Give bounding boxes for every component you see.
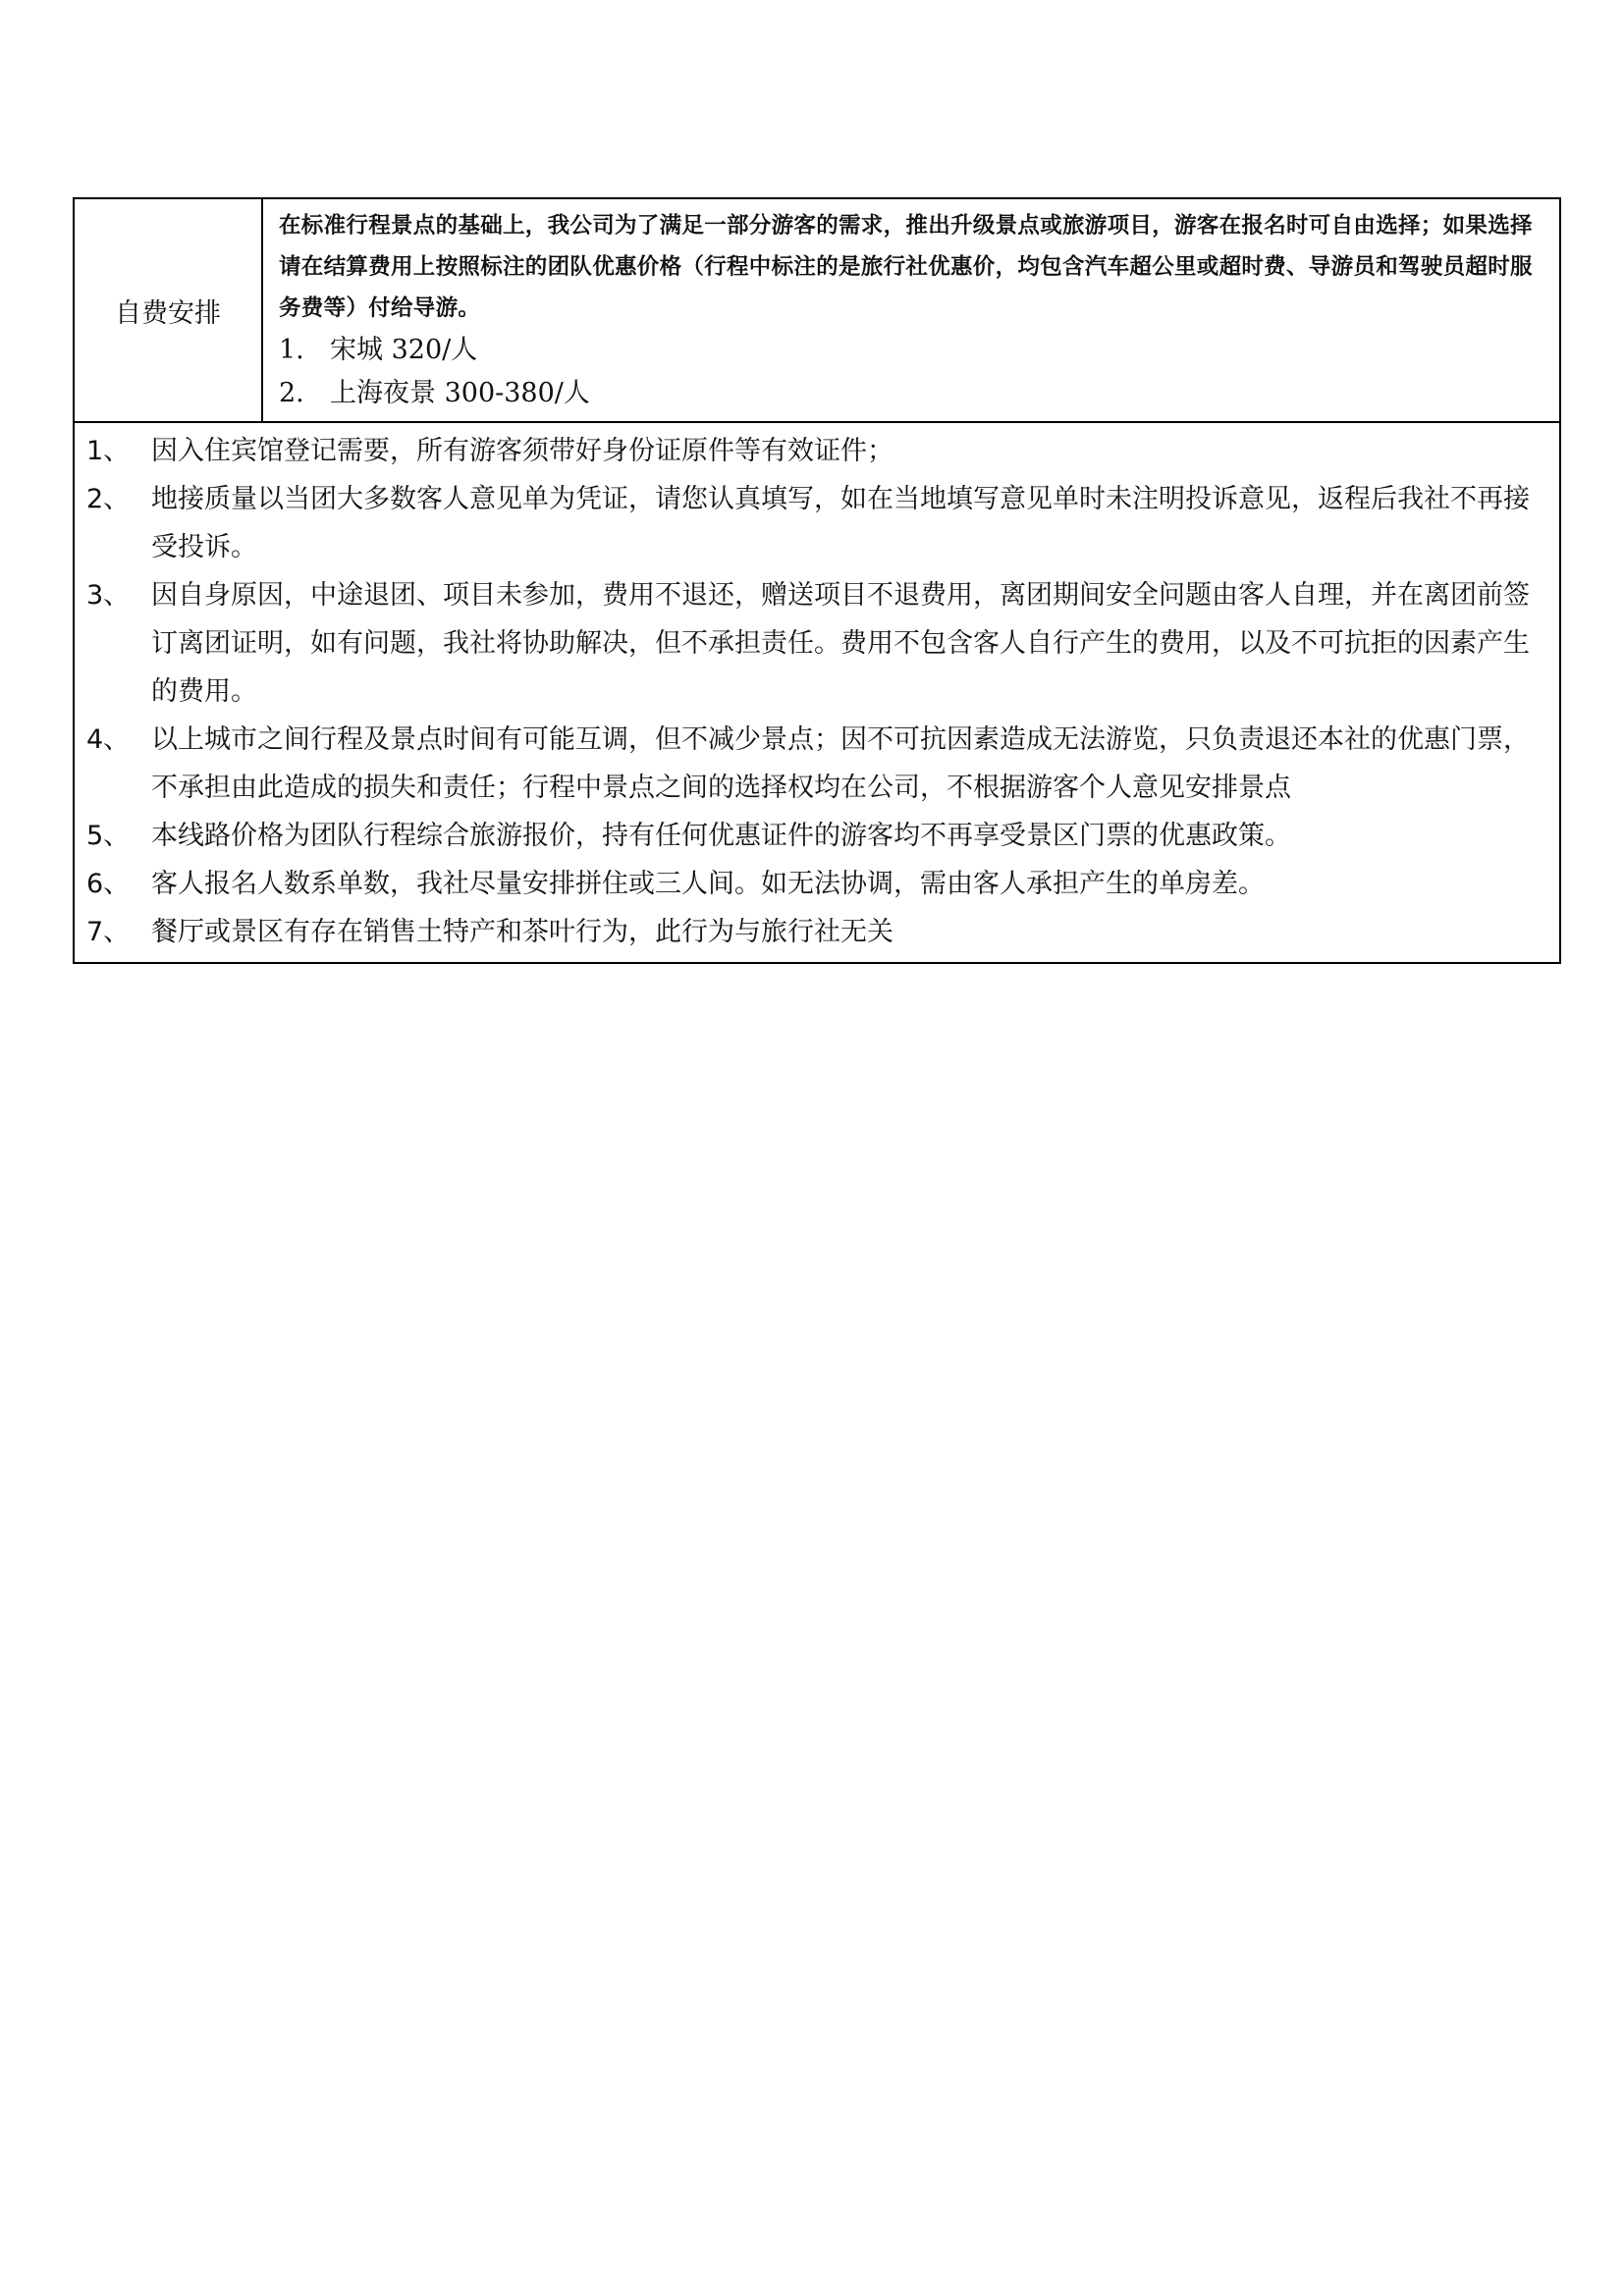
note-text: 客人报名人数系单数，我社尽量安排拼住或三人间。如无法协调，需由客人承担产生的单房差。 [151, 869, 1265, 899]
note-item [86, 908, 1547, 956]
note-number: 1、 [86, 436, 131, 466]
note-text: 本线路价格为团队行程综合旅游报价，持有任何优惠证件的游客均不再享受景区门票的优惠政策。 [151, 821, 1291, 851]
note-item [86, 475, 1547, 571]
item-text: 宋城 320/人 [330, 335, 478, 365]
self-pay-row [74, 198, 1560, 422]
note-number: 6、 [86, 869, 131, 899]
note-number: 4、 [86, 724, 131, 755]
note-text: 以上城市之间行程及景点时间有可能互调，但不减少景点；因不可抗因素造成无法游览，只负责退还本社的优惠门票，不承担由此造成的损失和责任；行程中景点之间的选择权均在公司，不根据游客个人意见安排景点 [151, 724, 1530, 803]
note-number: 3、 [86, 580, 131, 611]
item-number: 2. [279, 378, 304, 408]
self-pay-content [262, 198, 1560, 422]
note-number: 5、 [86, 821, 131, 851]
note-item [86, 571, 1547, 716]
note-number: 7、 [86, 917, 131, 947]
note-text: 餐厅或景区有存在销售土特产和茶叶行为，此行为与旅行社无关 [151, 917, 893, 947]
note-text: 地接质量以当团大多数客人意见单为凭证，请您认真填写，如在当地填写意见单时未注明投诉意见，返程后我社不再接受投诉。 [151, 484, 1530, 562]
note-item [86, 716, 1547, 812]
note-text: 因自身原因，中途退团、项目未参加，费用不退还，赠送项目不退费用，离团期间安全问题由客人自理，并在离团前签订离团证明，如有问题，我社将协助解决，但不承担责任。费用不包含客人自行产生的费用，以及不可抗拒的因素产生的费用。 [151, 580, 1530, 707]
note-number: 2、 [86, 484, 131, 514]
note-item [86, 427, 1547, 475]
note-item [86, 860, 1547, 908]
item-number: 1. [279, 335, 304, 365]
notes-content [74, 422, 1560, 963]
note-text: 因入住宾馆登记需要，所有游客须带好身份证原件等有效证件； [151, 436, 893, 466]
self-pay-item [279, 372, 1547, 415]
self-pay-label: 自费安排 [74, 198, 262, 422]
item-text: 上海夜景 300-380/人 [330, 378, 590, 408]
itinerary-table [73, 197, 1561, 964]
note-item [86, 812, 1547, 860]
notes-row [74, 422, 1560, 963]
self-pay-item [279, 329, 1547, 372]
self-pay-intro: 在标准行程景点的基础上，我公司为了满足一部分游客的需求，推出升级景点或旅游项目，游客在报名时可自由选择；如果选择请在结算费用上按照标注的团队优惠价格（行程中标注的是旅行社优惠价，均包含汽车超公里或超时费、导游员和驾驶员超时服务费等）付给导游。 [279, 213, 1533, 321]
